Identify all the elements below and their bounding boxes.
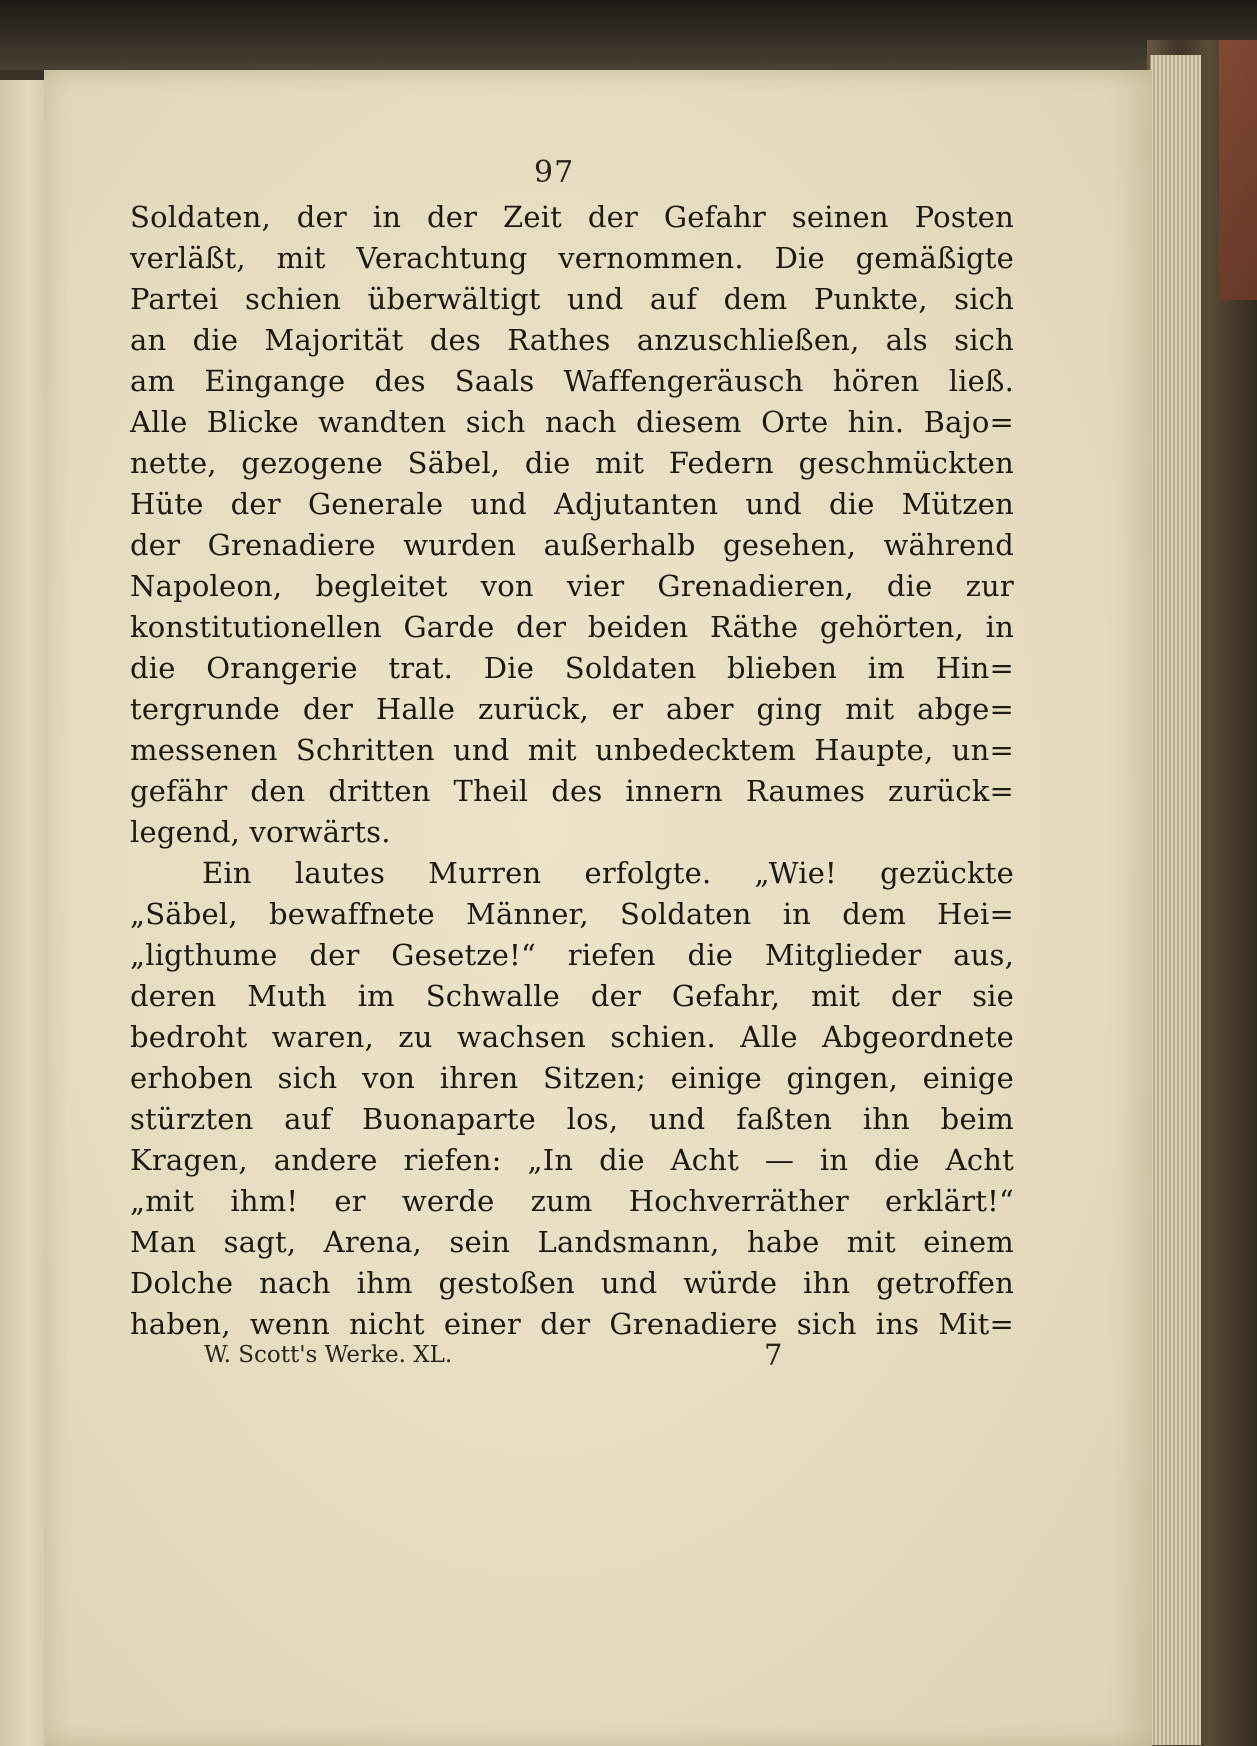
text-line: der Grenadiere wurden außerhalb gesehen, während bbox=[130, 528, 1014, 562]
text-line: verläßt, mit Verachtung vernommen. Die gemäßigte bbox=[130, 241, 1014, 275]
text-line: Dolche nach ihm gestoßen und würde ihn getroffen bbox=[130, 1266, 1014, 1300]
sheet-number: 7 bbox=[764, 1338, 783, 1372]
text-line: Ein lautes Murren erfolgte. „Wie! gezückte bbox=[202, 856, 1014, 890]
text-line: deren Muth im Schwalle der Gefahr, mit der sie bbox=[130, 979, 1014, 1013]
text-line: messenen Schritten und mit unbedecktem Haupte, un= bbox=[130, 733, 1014, 767]
text-line: „mit ihm! er werde zum Hochverräther erklärt!“ bbox=[130, 1184, 1014, 1218]
text-line: Man sagt, Arena, sein Landsmann, habe mit einem bbox=[130, 1225, 1014, 1259]
text-line: die Orangerie trat. Die Soldaten blieben im Hin= bbox=[130, 651, 1014, 685]
text-line: stürzten auf Buonaparte los, und faßten ihn beim bbox=[130, 1102, 1014, 1136]
text-line: legend, vorwärts. bbox=[130, 815, 391, 849]
text-line: Partei schien überwältigt und auf dem Punkte, sich bbox=[130, 282, 1014, 316]
top-binding-edge bbox=[0, 0, 1257, 70]
text-line: Hüte der Generale und Adjutanten und die Mützen bbox=[130, 487, 1014, 521]
text-line: Alle Blicke wandten sich nach diesem Orte hin. Bajo= bbox=[130, 405, 1014, 439]
left-page-edge bbox=[0, 80, 48, 1746]
text-line: bedroht waren, zu wachsen schien. Alle Abgeordnete bbox=[130, 1020, 1014, 1054]
text-line: haben, wenn nicht einer der Grenadiere sich ins Mit= bbox=[130, 1307, 1014, 1341]
text-line: „Säbel, bewaffnete Männer, Soldaten in dem Hei= bbox=[130, 897, 1014, 931]
page-footer bbox=[204, 1335, 783, 1375]
text-line: am Eingange des Saals Waffengeräusch hören ließ. bbox=[130, 364, 1014, 398]
text-line: Soldaten, der in der Zeit der Gefahr seinen Posten bbox=[130, 200, 1014, 234]
text-line: Kragen, andere riefen: „In die Acht — in die Acht bbox=[130, 1143, 1014, 1177]
footer-signature: W. Scott's Werke. XL. bbox=[204, 1342, 453, 1368]
book-page bbox=[44, 70, 1152, 1746]
text-line: Napoleon, begleitet von vier Grenadieren, die zur bbox=[130, 569, 1014, 603]
text-line: tergrunde der Halle zurück, er aber ging mit abge= bbox=[130, 692, 1014, 726]
text-line: erhoben sich von ihren Sitzen; einige gingen, einige bbox=[130, 1061, 1014, 1095]
page-number: 97 bbox=[534, 155, 575, 190]
text-line: gefähr den dritten Theil des innern Raumes zurück= bbox=[130, 774, 1014, 808]
text-line: „ligthume der Gesetze!“ riefen die Mitglieder aus, bbox=[130, 938, 1014, 972]
text-line: nette, gezogene Säbel, die mit Federn geschmückten bbox=[130, 446, 1014, 480]
page-stack-edges bbox=[1150, 55, 1201, 1745]
text-line: konstitutionellen Garde der beiden Räthe gehörten, in bbox=[130, 610, 1014, 644]
cover-leather-patch bbox=[1219, 40, 1257, 300]
text-line: an die Majorität des Rathes anzuschließen, als sich bbox=[130, 323, 1014, 357]
